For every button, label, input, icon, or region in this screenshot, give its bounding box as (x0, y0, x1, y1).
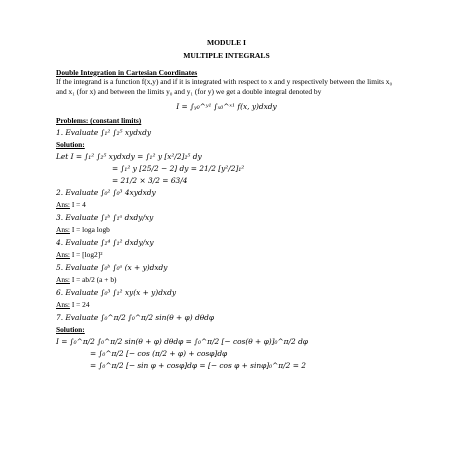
problem-2-statement: 2. Evaluate ∫₀² ∫₀³ 4xydxdy (56, 188, 156, 198)
problem-1-step-1: Let I = ∫₁² ∫₂⁵ xydxdy = ∫₁² y [x²/2]₂⁵ dy (56, 152, 202, 162)
problem-2-answer (56, 200, 397, 210)
problem-3-statement: 3. Evaluate ∫₁ᵇ ∫₁ᵃ dxdy/xy (56, 213, 154, 223)
problem-6-answer (56, 300, 397, 310)
definition-formula: I = ∫ᵧ₀^ʸ¹ ∫ₓ₀^ˣ¹ f(x, y)dxdy (176, 102, 277, 112)
answer-label: Ans: (56, 250, 70, 260)
problem-1-step-2: = ∫₁² y [25/2 − 2] dy = 21/2 [y²/2]₁² (112, 164, 245, 174)
answer-label: Ans: (56, 300, 70, 310)
problem-5-statement: 5. Evaluate ∫₀ᵇ ∫₀ᵃ (x + y)dxdy (56, 263, 168, 273)
section-heading: Double Integration in Cartesian Coordinates (56, 67, 198, 77)
answer-value: I = ab/2 (a + b) (69, 275, 117, 285)
problem-7-step-1: I = ∫₀^π/2 ∫₀^π/2 sin(θ + φ) dθdφ = ∫₀^π/2 [− cos(θ + φ)]₀^π/2 dφ (56, 337, 308, 347)
problem-4-statement: 4. Evaluate ∫₂⁴ ∫₁² dxdy/xy (56, 238, 154, 248)
problem-1-solution-label: Solution: (56, 140, 85, 150)
module-heading: MODULE I (206, 38, 247, 47)
problem-1-statement: 1. Evaluate ∫₁² ∫₂⁵ xydxdy (56, 128, 151, 138)
document-title: MULTIPLE INTEGRALS (183, 51, 270, 61)
problem-5-answer (56, 275, 397, 285)
problem-7-statement: 7. Evaluate ∫₀^π/2 ∫₀^π/2 sin(θ + φ) dθdφ (56, 313, 215, 323)
problem-7-step-3: = ∫₀^π/2 [− sin φ + cosφ]dφ = [− cos φ + sinφ]₀^π/2 = 2 (90, 361, 306, 371)
answer-value: I = 24 (69, 300, 90, 310)
problem-1-step-3: = 21/2 × 3/2 = 63/4 (112, 176, 188, 186)
problem-7-step-2: = ∫₀^π/2 [− cos (π/2 + φ) + cosφ]dφ (90, 349, 228, 359)
answer-label: Ans: (56, 275, 70, 285)
answer-value: I = loga logb (69, 225, 110, 235)
problem-3-answer (56, 225, 397, 235)
problem-6-statement: 6. Evaluate ∫₀³ ∫₁² xy(x + y)dxdy (56, 288, 177, 298)
problems-heading: Problems: (constant limits) (56, 116, 142, 126)
answer-label: Ans: (56, 200, 70, 210)
problem-7-solution-label: Solution: (56, 325, 85, 335)
answer-value: I = [log2]² (69, 250, 103, 260)
answer-value: I = 4 (69, 200, 86, 210)
answer-label: Ans: (56, 225, 70, 235)
intro-paragraph: If the integrand is a function f(x,y) and if it is integrated with respect to x and y respectively between the limits x₀ and x₁ (for x) and between the limits y₀ and y₁ (for y) we get a double integral denoted by (56, 77, 393, 97)
problem-4-answer (56, 250, 397, 260)
